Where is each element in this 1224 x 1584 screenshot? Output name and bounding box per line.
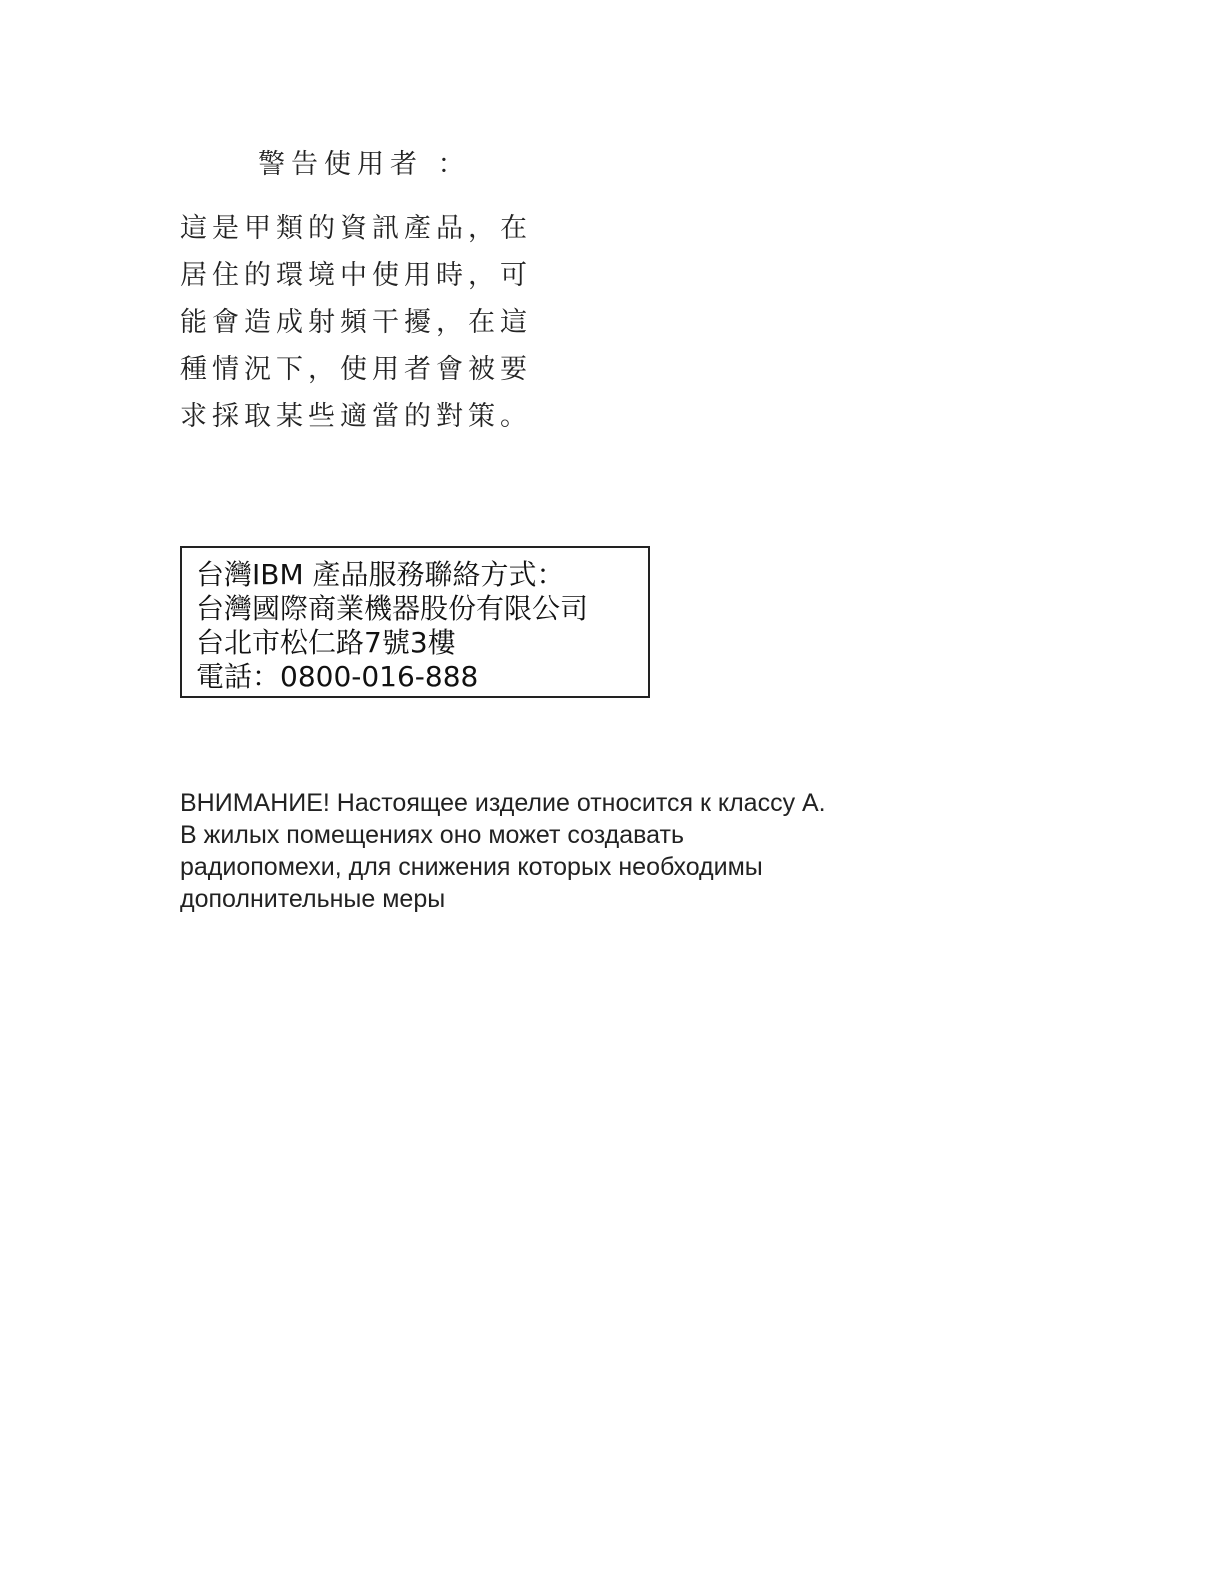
contact-line: 台灣IBM 產品服務聯絡方式： [196, 558, 565, 591]
taiwan-warning-line: 求採取某些適當的對策。 [180, 401, 532, 432]
contact-line: 台北市松仁路7號3樓 [196, 626, 456, 659]
taiwan-warning-line: 居住的環境中使用時，可 [180, 260, 532, 291]
russia-notice [180, 787, 940, 915]
russia-notice-line: ВНИМАНИЕ! Настоящее изделие относится к классу А. [180, 789, 826, 817]
russia-notice-line: дополнительные меры [180, 885, 446, 913]
contact-line: 電話：0800-016-888 [196, 660, 479, 693]
taiwan-warning-body [180, 205, 540, 440]
taiwan-warning-line: 這是甲類的資訊產品，在 [180, 213, 532, 244]
russia-notice-line: радиопомехи, для снижения которых необходимы [180, 853, 763, 881]
taiwan-contact-box [180, 546, 650, 698]
contact-line: 台灣國際商業機器股份有限公司 [196, 592, 589, 625]
russia-notice-line: В жилых помещениях оно может создавать [180, 821, 684, 849]
taiwan-warning-line: 種情況下，使用者會被要 [180, 354, 532, 385]
taiwan-warning-line: 能會造成射頻干擾，在這 [180, 307, 532, 338]
taiwan-warning-title: 警告使用者 ： [258, 149, 471, 180]
